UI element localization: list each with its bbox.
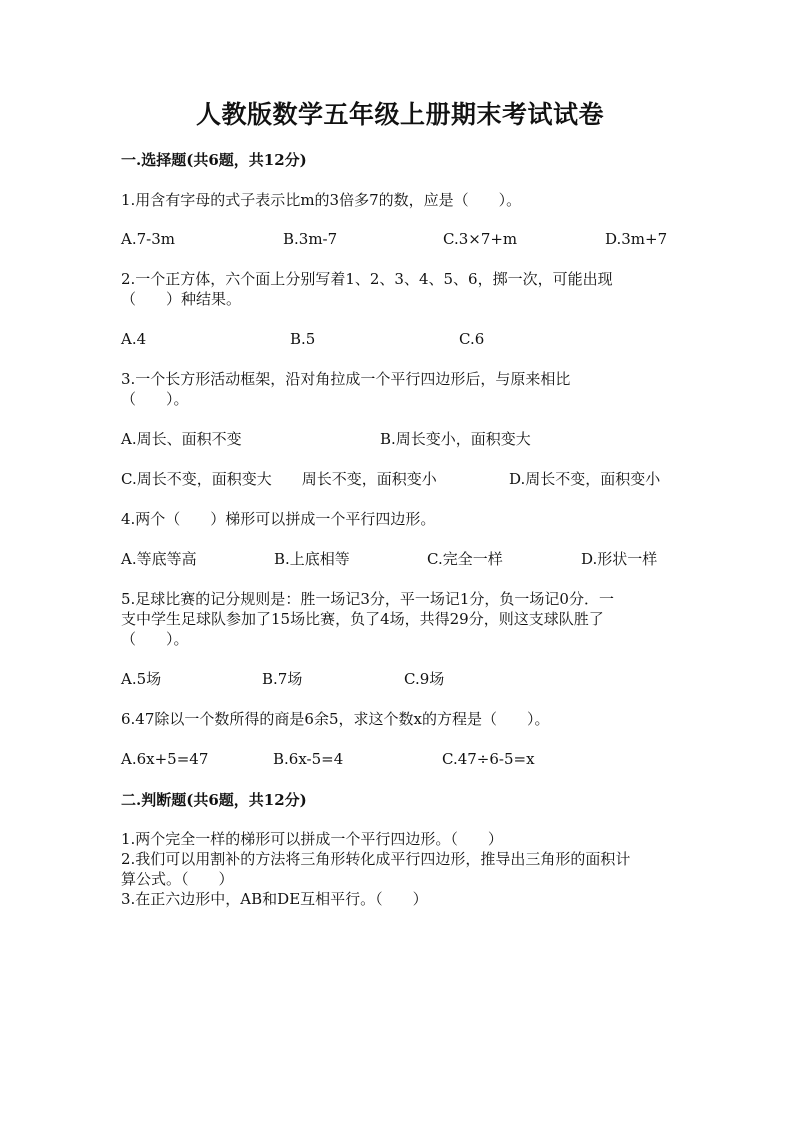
question-4-option-c: C.完全一样 bbox=[427, 550, 503, 568]
judgment-3-text: 3.在正六边形中，AB和DE互相平行。（ ） bbox=[121, 890, 428, 908]
question-3-option-b: B.周长变小，面积变大 bbox=[380, 430, 531, 448]
question-4-option-b: B.上底相等 bbox=[274, 550, 350, 568]
page-title: 人教版数学五年级上册期末考试试卷 bbox=[195, 100, 604, 129]
question-1-option-a: A.7-3m bbox=[121, 230, 175, 248]
question-3-option-a: A.周长、面积不变 bbox=[121, 430, 242, 448]
question-6-option-b: B.6x-5=4 bbox=[273, 750, 344, 768]
question-2-option-b: B.5 bbox=[290, 330, 316, 348]
question-1-option-d: D.3m+7 bbox=[605, 230, 668, 248]
question-2-option-c: C.6 bbox=[459, 330, 485, 348]
question-4-option-d: D.形状一样 bbox=[581, 550, 658, 568]
question-3-text-line-2: （ ）。 bbox=[121, 390, 189, 408]
question-1-option-c: C.3×7+m bbox=[443, 230, 518, 248]
question-5-text-line-2: 支中学生足球队参加了15场比赛，负了4场，共得29分，则这支球队胜了 bbox=[121, 610, 604, 628]
question-1-text: 1.用含有字母的式子表示比m的3倍多7的数，应是（ ）。 bbox=[121, 191, 522, 209]
question-2-text-line-1: 2.一个正方体，六个面上分别写着1、2、3、4、5、6，掷一次，可能出现 bbox=[121, 270, 613, 288]
question-5-option-b: B.7场 bbox=[262, 670, 303, 688]
question-5-option-c: C.9场 bbox=[404, 670, 445, 688]
question-5-option-a: A.5场 bbox=[121, 670, 162, 688]
question-2-text-line-2: （ ）种结果。 bbox=[121, 290, 242, 308]
question-5-text-line-1: 5.足球比赛的记分规则是：胜一场记3分，平一场记1分，负一场记0分．一 bbox=[121, 590, 614, 608]
question-4-option-a: A.等底等高 bbox=[121, 550, 197, 568]
question-5-text-line-3: （ ）。 bbox=[121, 630, 189, 648]
judgment-2-text-line-2: 算公式。（ ） bbox=[121, 870, 234, 888]
question-6-option-a: A.6x+5=47 bbox=[121, 750, 209, 768]
question-4-text: 4.两个（ ）梯形可以拼成一个平行四边形。 bbox=[121, 510, 436, 528]
question-6-option-c: C.47÷6-5=x bbox=[442, 750, 535, 768]
question-1-option-b: B.3m-7 bbox=[283, 230, 338, 248]
section-heading-choice: 一.选择题(共6题，共12分) bbox=[121, 151, 307, 169]
question-3-text-line-1: 3.一个长方形活动框架，沿对角拉成一个平行四边形后，与原来相比 bbox=[121, 370, 571, 388]
question-3-option-c: C.周长不变，面积变大 周长不变，面积变小 bbox=[121, 470, 437, 488]
question-2-option-a: A.4 bbox=[121, 330, 147, 348]
question-3-option-d: D.周长不变，面积变小 bbox=[509, 470, 661, 488]
judgment-1-text: 1.两个完全一样的梯形可以拼成一个平行四边形。（ ） bbox=[121, 830, 503, 848]
judgment-2-text-line-1: 2.我们可以用割补的方法将三角形转化成平行四边形，推导出三角形的面积计 bbox=[121, 850, 631, 868]
question-6-text: 6.47除以一个数所得的商是6余5，求这个数x的方程是（ ）。 bbox=[121, 710, 550, 728]
section-heading-judgment: 二.判断题(共6题，共12分) bbox=[121, 791, 307, 809]
